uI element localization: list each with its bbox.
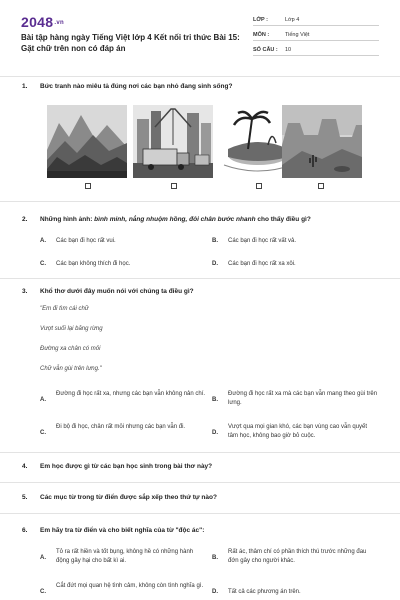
meta-grade: LỚP : Lớp 4: [253, 14, 379, 26]
meta-question-count: SỐ CÂU : 10: [253, 44, 379, 56]
option-checkbox-4[interactable]: [318, 183, 324, 189]
option-image-city[interactable]: [133, 105, 213, 178]
question-2: 2. Những hình ảnh: bình minh, nắng nhuộm hồng, đôi chân bước nhanh cho thấy điều gì?: [22, 216, 311, 223]
question-5: 5. Các mục từ trong từ điển được sắp xếp theo thứ tự nào?: [22, 494, 217, 501]
divider: [0, 482, 400, 483]
question-1: 1. Bức tranh nào miêu tả đúng nơi các bạn nhỏ đang sinh sống?: [22, 83, 233, 90]
option-checkbox-2[interactable]: [171, 183, 177, 189]
question-3: 3. Khổ thơ dưới đây muốn nói với chúng ta điều gì?: [22, 288, 194, 295]
poem-line: Chữ vẫn gùi trên lưng.": [40, 366, 102, 372]
poem-line: "Em đi tìm cái chữ: [40, 306, 89, 312]
worksheet-title: Bài tập hàng ngày Tiếng Việt lớp 4 Kết nối tri thức Bài 15: Gặt chữ trên non có đáp án: [21, 33, 240, 53]
worksheet-header: [0, 0, 400, 80]
option-checkbox-3[interactable]: [256, 183, 262, 189]
option-checkbox-1[interactable]: [85, 183, 91, 189]
poem-line: Đường xa chân có mỏi: [40, 346, 101, 352]
option-image-mountains[interactable]: [47, 105, 127, 178]
meta-subject: MÔN : Tiếng Việt: [253, 29, 379, 41]
option-image-desert-canyon[interactable]: [282, 105, 362, 178]
divider: [0, 278, 400, 279]
poem-line: Vượt suối lại băng rừng: [40, 326, 103, 332]
question-4: 4. Em học được gì từ các bạn học sinh trong bài thơ này?: [22, 463, 213, 470]
question-6: 6. Em hãy tra từ điển và cho biết nghĩa của từ "độc ác":: [22, 527, 205, 534]
divider: [0, 201, 400, 202]
divider: [0, 76, 400, 77]
divider: [0, 452, 400, 453]
divider: [0, 513, 400, 514]
site-logo[interactable]: 2048.vn: [21, 14, 64, 30]
